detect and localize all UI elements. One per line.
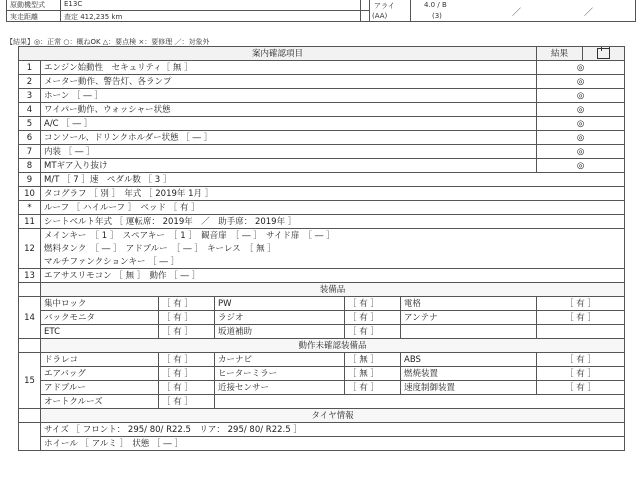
mileage-value: 查定 412,235 km: [64, 13, 123, 21]
slash-mark: ／: [584, 8, 594, 18]
equipment-value: ［ 有 ］: [159, 325, 215, 339]
equipment-title: 装備品: [41, 283, 625, 297]
table-row: [19, 201, 625, 215]
row-number: 9: [19, 173, 41, 187]
equipment-name: 坂道補助: [215, 325, 345, 339]
row-number: 15: [19, 353, 41, 409]
table-row: [19, 131, 625, 145]
row-text: ワイパー動作、ウォッシャー状態: [41, 103, 537, 117]
equipment-name: 電格: [401, 297, 537, 311]
wheel-info: ホイール ［ アルミ ］ 状態 ［ ― ］: [41, 437, 625, 451]
grade-label: アライ: [374, 2, 395, 10]
inspection-table: [18, 46, 625, 451]
equipment-value: ［ 有 ］: [159, 367, 215, 381]
empty-cell: [215, 395, 625, 409]
row-text: コンソール、ドリンクホルダー状態 ［ ― ］: [41, 131, 537, 145]
table-row: [19, 325, 625, 339]
equipment-value: ［ 無 ］: [345, 353, 401, 367]
air-suspension-info: エアサスリモコン ［ 無 ］ 動作 ［ ― ］: [41, 269, 625, 283]
row-result: ◎: [537, 75, 625, 89]
mileage-label: 実走距離: [10, 13, 38, 21]
row-result: ◎: [537, 145, 625, 159]
equipment-name: 集中ロック: [41, 297, 159, 311]
engine-model-label: 原動機型式: [10, 1, 45, 9]
equipment-name: 速度制御装置: [401, 381, 537, 395]
row-number: 3: [19, 89, 41, 103]
equipment-name: 燃焼装置: [401, 367, 537, 381]
table-row: [19, 215, 625, 229]
row-text: 内装 ［ ― ］: [41, 145, 537, 159]
keys-line-2: 燃料タンク ［ ― ］ アドブルー ［ ― ］ キーレス ［ 無 ］: [41, 242, 625, 255]
row-text: A/C ［ ― ］: [41, 117, 537, 131]
grade-sub-value: (3): [432, 12, 442, 20]
equipment-name: オートクルーズ: [41, 395, 159, 409]
grade-value: 4.0 / B: [424, 1, 447, 9]
row-number: 8: [19, 159, 41, 173]
table-row: [19, 89, 625, 103]
row-number: 1: [19, 61, 41, 75]
result-header: 結果: [537, 47, 583, 61]
equipment-name: PW: [215, 297, 345, 311]
equipment-value: ［ 有 ］: [159, 381, 215, 395]
table-row: [19, 159, 625, 173]
table-row: [19, 367, 625, 381]
table-row: [19, 297, 625, 311]
row-result: ◎: [537, 117, 625, 131]
equipment-value: ［ 有 ］: [159, 297, 215, 311]
seatbelt-info: シートベルト年式 ［ 運転席： 2019年 ／ 助手席： 2019年 ］: [41, 215, 625, 229]
equipment-name: 近接センサー: [215, 381, 345, 395]
equipment-name: ラジオ: [215, 311, 345, 325]
transmission-info: M/T ［ 7 ］速 ペダル数 ［ 3 ］: [41, 173, 625, 187]
row-number: *: [19, 201, 41, 215]
row-text: メーター動作、警告灯、各ランプ: [41, 75, 537, 89]
vehicle-info-strip: [0, 0, 640, 30]
equipment-value: ［ 有 ］: [537, 297, 625, 311]
table-row: [19, 229, 625, 243]
equipment-value: ［ 有 ］: [159, 311, 215, 325]
section-header-row: [19, 339, 625, 353]
equipment-name: [401, 325, 537, 339]
row-number: 13: [19, 269, 41, 283]
row-result: ◎: [537, 89, 625, 103]
row-text: ホーン ［ ― ］: [41, 89, 537, 103]
table-row: [19, 187, 625, 201]
row-result: ◎: [537, 61, 625, 75]
row-result: ◎: [537, 131, 625, 145]
divider: [60, 0, 61, 22]
equipment-value: ［ 有 ］: [345, 381, 401, 395]
equipment-name: アドブルー: [41, 381, 159, 395]
table-row: [19, 423, 625, 437]
row-result: ◎: [537, 159, 625, 173]
row-number: 12: [19, 229, 41, 269]
row-text: エンジン始動性 セキュリティ［ 無 ］: [41, 61, 537, 75]
table-row: [19, 255, 625, 269]
keys-line-3: マルチファンクションキー ［ ― ］: [41, 255, 625, 269]
unverified-title: 動作未確認装備品: [41, 339, 625, 353]
equipment-name: ドラレコ: [41, 353, 159, 367]
row-result: ◎: [537, 103, 625, 117]
row-number: [19, 423, 41, 451]
info-box-right: [360, 0, 636, 22]
divider: [410, 0, 411, 22]
equipment-name: ETC: [41, 325, 159, 339]
keys-line-1: メインキー ［ 1 ］ スペアキー ［ 1 ］ 観音扉 ［ ― ］ サイド扉 ［ ― ］: [41, 229, 625, 243]
equipment-value: ［ 有 ］: [537, 311, 625, 325]
result-legend: 【結果】◎：正常 ○：概ねOK △：要点検 ×：要修理 ／：対象外: [6, 38, 210, 46]
table-row: [19, 269, 625, 283]
equipment-value: ［ 有 ］: [537, 367, 625, 381]
row-text: MTギア入り抜け: [41, 159, 537, 173]
row-number: 5: [19, 117, 41, 131]
equipment-name: ABS: [401, 353, 537, 367]
equipment-value: ［ 有 ］: [345, 311, 401, 325]
table-row: [19, 353, 625, 367]
table-row: [19, 173, 625, 187]
section-header-row: [19, 409, 625, 423]
row-number: 4: [19, 103, 41, 117]
row-number: 11: [19, 215, 41, 229]
table-row: [19, 103, 625, 117]
table-header-row: [19, 47, 625, 61]
row-number: 7: [19, 145, 41, 159]
equipment-value: ［ 有 ］: [537, 353, 625, 367]
roof-info: ルーフ ［ ハイルーフ ］ ベッド ［ 有 ］: [41, 201, 625, 215]
section-header-row: [19, 283, 625, 297]
equipment-value: ［ 有 ］: [159, 353, 215, 367]
slash-mark: ／: [512, 8, 522, 18]
table-row: [19, 381, 625, 395]
equipment-value: ［ 有 ］: [345, 297, 401, 311]
equipment-value: ［ 有 ］: [345, 325, 401, 339]
table-row: [19, 117, 625, 131]
equipment-name: ヒーターミラー: [215, 367, 345, 381]
grade-sub-label: (AA): [372, 12, 388, 20]
tachograph-info: タコグラフ ［ 別 ］ 年式 ［ 2019年 1月 ］: [41, 187, 625, 201]
equipment-value: ［ 無 ］: [345, 367, 401, 381]
equipment-name: アンテナ: [401, 311, 537, 325]
engine-model-value: E13C: [64, 0, 83, 8]
row-number: 10: [19, 187, 41, 201]
equipment-name: エアバッグ: [41, 367, 159, 381]
tire-size: サイズ ［ フロント： 295/ 80/ R22.5 リア： 295/ 80/ R22.5 ］: [41, 423, 625, 437]
row-number: 2: [19, 75, 41, 89]
tires-title: タイヤ情報: [41, 409, 625, 423]
copy-icon-cell[interactable]: [583, 47, 625, 61]
table-row: [19, 437, 625, 451]
row-number: 6: [19, 131, 41, 145]
equipment-value: ［ 有 ］: [537, 381, 625, 395]
row-number: 14: [19, 297, 41, 339]
table-row: [19, 75, 625, 89]
table-row: [19, 61, 625, 75]
table-row: [19, 145, 625, 159]
equipment-name: バックモニタ: [41, 311, 159, 325]
table-title: 案内確認項目: [19, 47, 537, 61]
equipment-name: カーナビ: [215, 353, 345, 367]
copy-icon[interactable]: [597, 48, 610, 59]
table-row: [19, 311, 625, 325]
table-row: [19, 395, 625, 409]
equipment-value: ［ 有 ］: [159, 395, 215, 409]
table-row: [19, 242, 625, 255]
equipment-value: [537, 325, 625, 339]
